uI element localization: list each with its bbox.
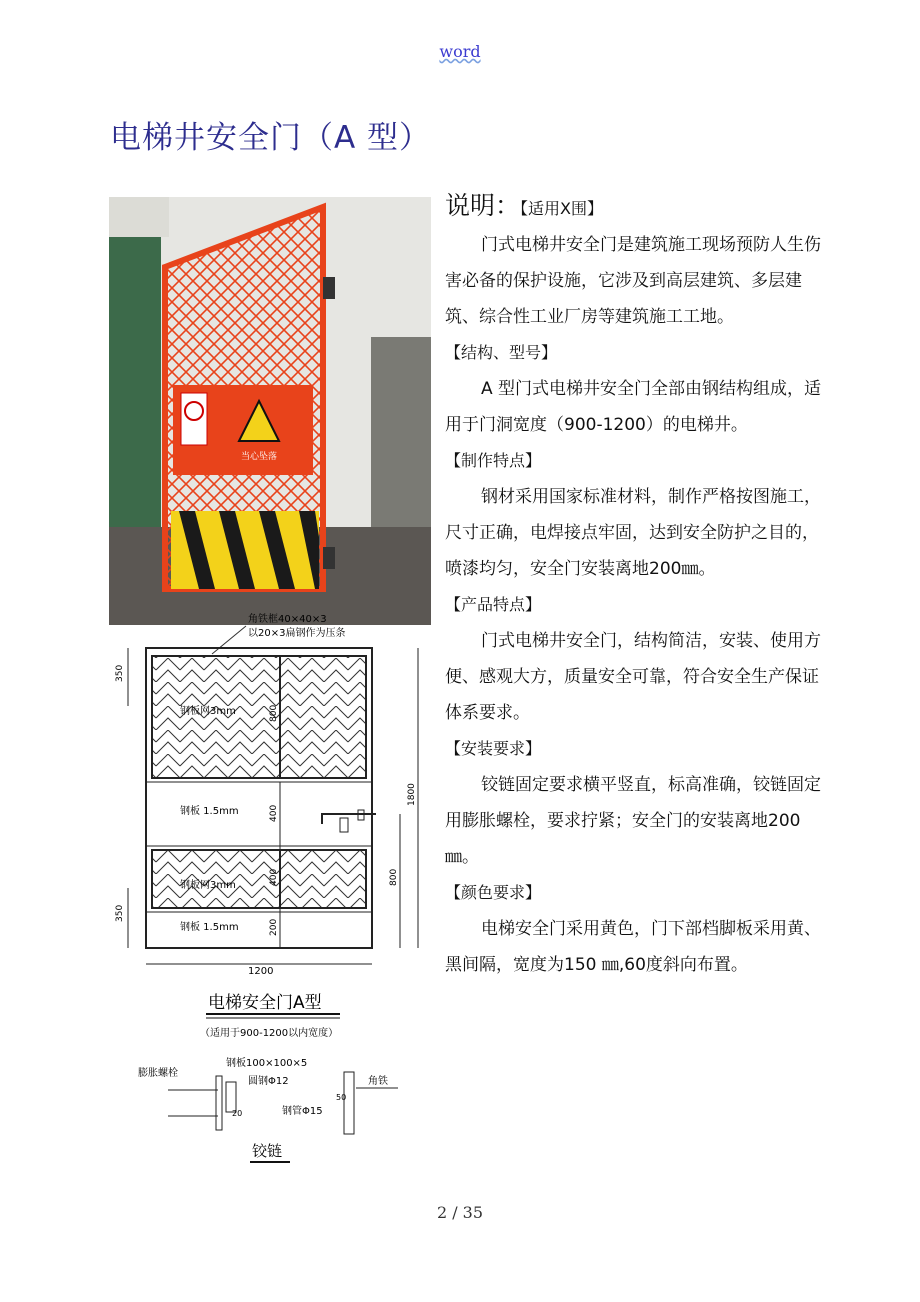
hinge-angle-label: 角铁 xyxy=(368,1076,388,1087)
page-header: word xyxy=(439,42,481,61)
body-color: 电梯安全门采用黄色，门下部档脚板采用黄、黑间隔，宽度为150 ㎜,60度斜向布置。 xyxy=(445,919,821,975)
dim-400-mid: 400 xyxy=(269,804,279,822)
door-technical-drawing xyxy=(108,610,438,1190)
sign-text: 当心坠落 xyxy=(240,452,278,462)
heading-manufacturing: 【制作特点】 xyxy=(445,451,542,470)
hinge-dim-20: 20 xyxy=(232,1109,243,1118)
safety-door-photo xyxy=(109,197,431,625)
mesh-label-bottom: 钢板网3mm xyxy=(180,880,236,891)
dim-200: 200 xyxy=(269,918,279,936)
heading-structure: 【结构、型号】 xyxy=(445,343,558,362)
hinge-pipe-label: 钢管Φ15 xyxy=(282,1106,323,1117)
description-column xyxy=(445,188,825,983)
body-manufacturing: 钢材采用国家标准材料，制作严格按图施工，尺寸正确，电焊接点牢固，达到安全防护之目的，喷漆均匀，安全门安装离地200㎜。 xyxy=(445,487,821,579)
dim-800-inner: 800 xyxy=(269,704,279,722)
page-title: 电梯井安全门（A 型） xyxy=(110,120,432,156)
body-structure: A 型门式电梯井安全门全部由钢结构组成，适用于门洞宽度（900-1200）的电梯井。 xyxy=(445,379,822,435)
heading-scope: 【适用X围】 xyxy=(520,199,603,218)
hinge-bolt-label: 膨胀螺栓 xyxy=(138,1068,178,1079)
dim-1200: 1200 xyxy=(248,966,274,977)
body-features: 门式电梯井安全门，结构简洁，安装、使用方便、感观大方，质量安全可靠，符合安全生产保证体系要求。 xyxy=(445,631,821,723)
drawing-caption: 电梯安全门A型 xyxy=(208,993,322,1013)
drawing-subcaption: （适用于900-1200以内宽度） xyxy=(200,1028,339,1039)
plate-label-bottom: 钢板 1.5mm xyxy=(180,922,239,933)
heading-color: 【颜色要求】 xyxy=(445,883,542,902)
body-scope: 门式电梯井安全门是建筑施工现场预防人生伤害必备的保护设施，它涉及到高层建筑、多层建筑、综合性工业厂房等建筑施工工地。 xyxy=(445,235,821,327)
hinge-rod-label: 圆钢Φ12 xyxy=(248,1076,289,1087)
heading-installation: 【安装要求】 xyxy=(445,739,542,758)
heading-features: 【产品特点】 xyxy=(445,595,542,614)
frame-label-1: 角铁框40×40×3 xyxy=(248,614,327,625)
dim-1800: 1800 xyxy=(407,783,417,806)
dim-800-right: 800 xyxy=(389,868,399,886)
mesh-label-top: 钢板网3mm xyxy=(180,706,236,717)
plate-label-mid: 钢板 1.5mm xyxy=(180,806,239,817)
hinge-plate-label: 钢板100×100×5 xyxy=(226,1058,308,1069)
frame-label-2: 以20×3扁钢作为压条 xyxy=(248,628,346,639)
dim-400-low: 400 xyxy=(269,868,279,886)
page-number: 2 / 35 xyxy=(436,1203,484,1222)
dim-350-bottom: 350 xyxy=(115,904,125,922)
hinge-dim-50: 50 xyxy=(336,1093,347,1102)
hinge-caption: 铰链 xyxy=(252,1142,283,1160)
body-installation: 铰链固定要求横平竖直，标高准确，铰链固定用膨胀螺栓，要求拧紧；安全门的安装离地200㎜。 xyxy=(445,775,821,867)
dim-350-top: 350 xyxy=(115,664,125,682)
section-label: 说明： xyxy=(445,191,521,220)
